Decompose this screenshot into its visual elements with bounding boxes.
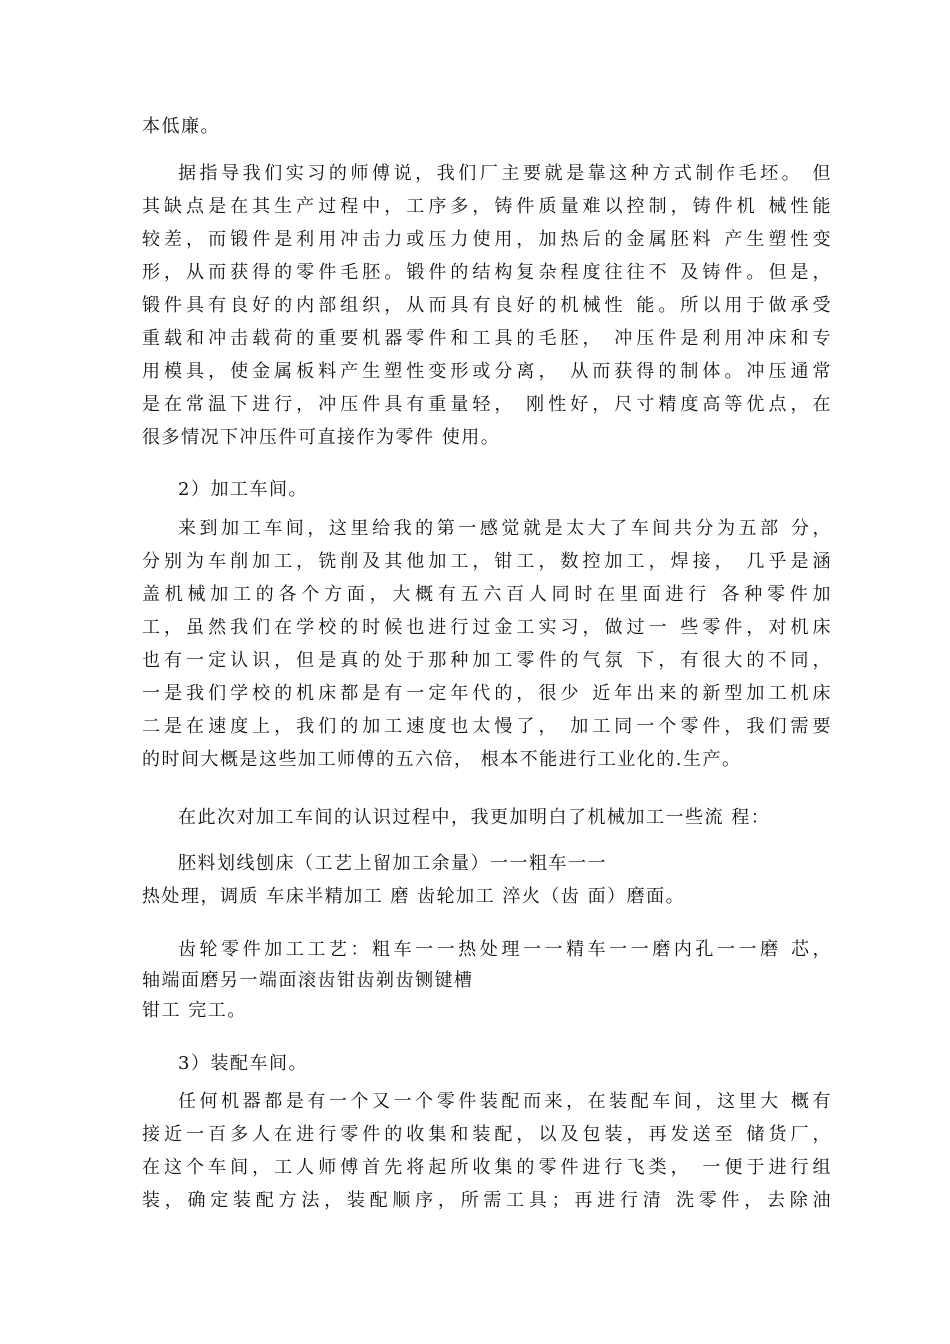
text-line: 在此次对加工车间的认识过程中，我更加明白了机械加工一些流 程： bbox=[178, 807, 771, 828]
text-line: 很多情况下冲压件可直接作为零件 使用。 bbox=[142, 427, 501, 448]
text-line: 分别为车削加工，铣削及其他加工，钳工，数控加工，焊接， 几乎是涵 bbox=[142, 551, 832, 572]
text-line: 工，虽然我们在学校的时候也进行过金工实习，做过一 些零件，对机床 bbox=[142, 617, 832, 638]
text-line: 一是我们学校的机床都是有一定年代的，很少 近年出来的新型加工机床 bbox=[142, 683, 832, 704]
text-line: 任何机器都是有一个又一个零件装配而来，在装配车间，这里大 概有 bbox=[178, 1091, 832, 1112]
paragraph-gear-process bbox=[142, 933, 832, 1026]
text-line: 钳工 完工。 bbox=[142, 1000, 247, 1021]
text-line: 装，确定装配方法，装配顺序，所需工具；再进行清 洗零件，去除油 bbox=[142, 1190, 832, 1211]
text-line: 来到加工车间，这里给我的第一感觉就是太大了车间共分为五部 分， bbox=[178, 518, 832, 539]
text-line: 齿轮零件加工工艺：粗车一一热处理一一精车一一磨内孔一一磨 芯， bbox=[178, 939, 832, 960]
text-line: 用模具，使金属板料产生塑性变形或分离， 从而获得的制体。冲压通常 bbox=[142, 361, 832, 382]
text-line: 二是在速度上，我们的加工速度也太慢了， 加工同一个零件，我们需要 bbox=[142, 716, 832, 737]
text-line: 本低廉。 bbox=[142, 116, 220, 137]
text-line: 胚料划线刨床（工艺上留加工余量）一一粗车一一 bbox=[178, 853, 607, 874]
text-line: 其缺点是在其生产过程中，工序多，铸件质量难以控制，铸件机 械性能 bbox=[142, 196, 832, 217]
text-line: 在这个车间，工人师傅首先将起所收集的零件进行飞类， 一便于进行组 bbox=[142, 1157, 832, 1178]
text-line: 形，从而获得的零件毛胚。锻件的结构复杂程度往往不 及铸件。但是， bbox=[142, 262, 832, 283]
section-heading-machining-workshop bbox=[142, 473, 832, 506]
text-line: 也有一定认识，但是真的处于那种加工零件的气氛 下，有很大的不同， bbox=[142, 650, 832, 671]
text-line: 的时间大概是这些加工师傅的五六倍， 根本不能进行工业化的.生产。 bbox=[142, 749, 742, 770]
paragraph-cost-ending bbox=[142, 110, 832, 143]
text-line: 接近一百多人在进行零件的收集和装配，以及包装，再发送至 储货厂， bbox=[142, 1124, 832, 1145]
paragraph-blank-manufacturing bbox=[142, 157, 832, 454]
text-line: 据指导我们实习的师傅说，我们厂主要就是靠这种方式制作毛坯。 但 bbox=[178, 163, 832, 184]
text-line: 轴端面磨另一端面滚齿钳齿剃齿铡键槽 bbox=[142, 970, 474, 991]
text-line: 锻件具有良好的内部组织，从而具有良好的机械性 能。所以用于做承受 bbox=[142, 295, 832, 316]
paragraph-machining-workshop bbox=[142, 512, 832, 776]
text-line: 较差，而锻件是利用冲击力或压力使用，加热后的金属胚料 产生塑性变 bbox=[142, 229, 832, 250]
section-heading: 3）装配车间。 bbox=[178, 1053, 308, 1074]
paragraph-assembly-workshop bbox=[142, 1085, 832, 1217]
paragraph-process-flow bbox=[142, 847, 832, 913]
text-line: 是在常温下进行，冲压件具有重量轻， 刚性好，尺寸精度高等优点，在 bbox=[142, 394, 832, 415]
text-line: 热处理，调质 车床半精加工 磨 齿轮加工 淬火（齿 面）磨面。 bbox=[142, 886, 686, 907]
section-heading: 2）加工车间。 bbox=[178, 479, 308, 500]
paragraph-process-intro bbox=[142, 801, 832, 834]
section-heading-assembly-workshop bbox=[142, 1047, 832, 1080]
text-line: 重载和冲击载荷的重要机器零件和工具的毛胚， 冲压件是利用冲床和专 bbox=[142, 328, 832, 349]
text-line: 盖机械加工的各个方面，大概有五六百人同时在里面进行 各种零件加 bbox=[142, 584, 832, 605]
